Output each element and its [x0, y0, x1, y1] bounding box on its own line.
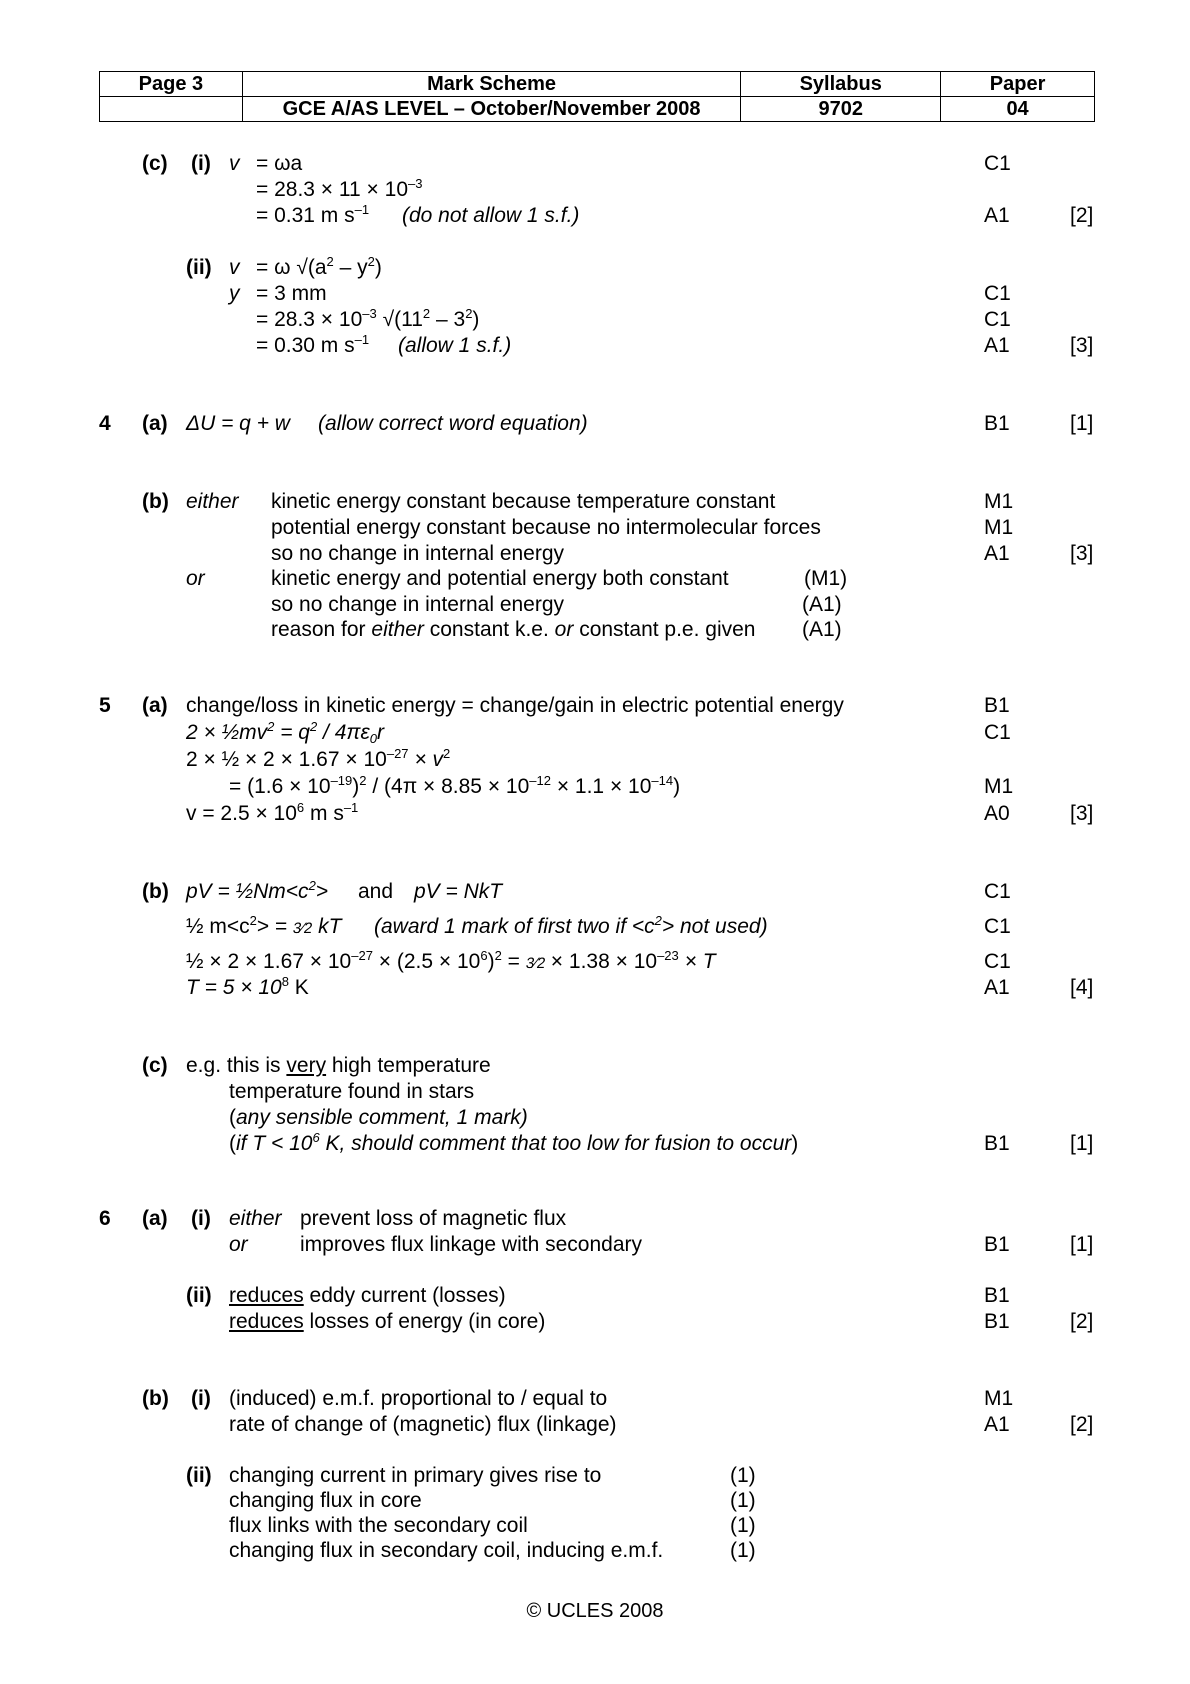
subpart-label: (i) [191, 1207, 211, 1230]
connector: and [358, 880, 394, 903]
equation-line: $T = 5 \times 10^8$ K [186, 974, 309, 999]
subpart-label: (i) [191, 152, 211, 175]
total-mark: [2] [1070, 1413, 1094, 1436]
symbol: y [229, 282, 240, 305]
mark: A1 [984, 334, 1010, 357]
symbol: v [229, 152, 240, 175]
header-page: Page 3 [100, 72, 243, 97]
mark: B1 [984, 412, 1010, 435]
header-paper: 04 [941, 97, 1095, 122]
equation-line: pV = $\frac{1}{2}Nm<c^2>$ [186, 878, 329, 903]
note: (award 1 mark of first two if $<c^2>$ not used) [374, 913, 768, 938]
total-mark: [3] [1070, 542, 1094, 565]
note: (any sensible comment, 1 mark) [229, 1106, 528, 1129]
note: (if $T < 10^6$ K, should comment that too low for fusion to occur) [229, 1130, 799, 1155]
mark: A1 [984, 542, 1010, 565]
mark: B1 [984, 1132, 1010, 1155]
part-label: (c) [142, 152, 168, 175]
header-blank [100, 97, 243, 122]
answer-line: changing flux in core [229, 1489, 422, 1512]
total-mark: [2] [1070, 204, 1094, 227]
total-mark: [2] [1070, 1310, 1094, 1333]
alt-mark: (1) [730, 1464, 756, 1487]
part-label: (c) [142, 1054, 168, 1077]
question-number: 5 [99, 694, 111, 717]
equation-line: = 0.30 m $s^{-1}$ [256, 332, 370, 357]
question-number: 4 [99, 412, 111, 435]
subpart-label: (ii) [186, 1464, 212, 1487]
answer-line: e.g. this is very high temperature [186, 1054, 491, 1077]
mark: B1 [984, 1233, 1010, 1256]
question-number: 6 [99, 1207, 111, 1230]
answer-line: rate of change of (magnetic) flux (linkage) [229, 1413, 617, 1436]
total-mark: [3] [1070, 334, 1094, 357]
equation-line: ½ × $2 \times 1.67 \times 10^{-27} \times (2.5 \times 10^6)^2$ = 3⁄2 × $1.38 \times 10^{-23} \times T$ [186, 948, 716, 973]
equation-line: 2 × ½ × $2 \times 1.67 \times 10^{-27} \times v^2$ [186, 746, 451, 771]
header-syllabus: 9702 [741, 97, 941, 122]
equation-line: $2 \times \frac{1}{2}mv^2 = q^2 / 4\pi\varepsilon_0r$ [186, 719, 384, 746]
mark: A1 [984, 976, 1010, 999]
header-exam: GCE A/AS LEVEL – October/November 2008 [242, 97, 740, 122]
equation-line: = ω $√(a^2 - y^2)$ [256, 254, 382, 279]
mark: B1 [984, 694, 1010, 717]
alt-mark: (1) [730, 1514, 756, 1537]
part-label: (b) [142, 880, 169, 903]
mark: C1 [984, 721, 1011, 744]
mark: A0 [984, 802, 1010, 825]
equation-line: = 0.31 m $s^{-1}$ [256, 202, 370, 227]
note: (do not allow 1 s.f.) [402, 204, 580, 227]
answer-line: so no change in internal energy [271, 593, 565, 616]
answer-line: (induced) e.m.f. proportional to / equal to [229, 1387, 608, 1410]
answer-line: reason for either constant k.e. or constant p.e. given [271, 618, 756, 641]
part-label: (b) [142, 1387, 169, 1410]
answer-line: change/loss in kinetic energy = change/gain in electric potential energy [186, 694, 844, 717]
mark: C1 [984, 152, 1011, 175]
mark: C1 [984, 308, 1011, 331]
or-label: or [229, 1233, 248, 1256]
mark: M1 [984, 1387, 1014, 1410]
or-label: or [186, 567, 205, 590]
alt-mark: (1) [730, 1539, 756, 1562]
alt-mark: (1) [730, 1489, 756, 1512]
equation-line: pV = NkT [414, 880, 503, 903]
total-mark: [3] [1070, 802, 1094, 825]
note: (allow 1 s.f.) [398, 334, 512, 357]
equation-line: ½ $m<c^2>$ = 3⁄2 kT [186, 913, 342, 938]
footer-copyright: © UCLES 2008 [526, 1600, 664, 1622]
header-scheme: Mark Scheme [242, 72, 740, 97]
equation-line: = 3 mm [256, 282, 327, 305]
alt-mark: (M1) [804, 567, 848, 590]
mark: B1 [984, 1284, 1010, 1307]
answer-line: kinetic energy and potential energy both constant [271, 567, 729, 590]
subpart-label: (i) [191, 1387, 211, 1410]
equation-line: $v = 2.5 \times 10^6$ m $s^{-1}$ [186, 800, 359, 825]
answer-line: prevent loss of magnetic flux [300, 1207, 567, 1230]
subpart-label: (ii) [186, 1284, 212, 1307]
alt-mark: (A1) [802, 593, 842, 616]
answer-line: so no change in internal energy [271, 542, 565, 565]
mark: M1 [984, 490, 1014, 513]
mark: A1 [984, 204, 1010, 227]
answer-line: changing current in primary gives rise to [229, 1464, 602, 1487]
header-table [99, 71, 1095, 122]
answer-line: flux links with the secondary coil [229, 1514, 528, 1537]
either-label: either [186, 490, 239, 513]
answer-line: reduces eddy current (losses) [229, 1284, 506, 1307]
answer-line: reduces losses of energy (in core) [229, 1310, 546, 1333]
mark: C1 [984, 950, 1011, 973]
mark: C1 [984, 915, 1011, 938]
equation-line: = $28.3 \times 11 \times 10^{-3}$ [256, 176, 423, 201]
part-label: (a) [142, 412, 168, 435]
answer-line: temperature found in stars [229, 1080, 475, 1103]
total-mark: [4] [1070, 976, 1094, 999]
mark: C1 [984, 282, 1011, 305]
equation-line: = $28.3 \times 10^{-3}$ $√(11^2 - 3^2)$ [256, 306, 480, 331]
mark: M1 [984, 775, 1014, 798]
total-mark: [1] [1070, 412, 1094, 435]
equation-line: = ωa [256, 152, 303, 175]
equation-line: ΔU = q + w [186, 412, 290, 435]
answer-line: changing flux in secondary coil, inducing e.m.f. [229, 1539, 664, 1562]
answer-line: kinetic energy constant because temperature constant [271, 490, 776, 513]
subpart-label: (ii) [186, 256, 212, 279]
mark: C1 [984, 880, 1011, 903]
equation-line: = $(1.6 \times 10^{-19})^2 / (4\pi \times 8.85 \times 10^{-12} \times 1.1 \times 10^{-14})$ [229, 773, 681, 798]
answer-line: potential energy constant because no intermolecular forces [271, 516, 821, 539]
symbol: v [229, 256, 240, 279]
header-syllabus-label: Syllabus [741, 72, 941, 97]
note: (allow correct word equation) [318, 412, 588, 435]
part-label: (a) [142, 1207, 168, 1230]
total-mark: [1] [1070, 1233, 1094, 1256]
part-label: (b) [142, 490, 169, 513]
total-mark: [1] [1070, 1132, 1094, 1155]
mark: A1 [984, 1413, 1010, 1436]
header-paper-label: Paper [941, 72, 1095, 97]
either-label: either [229, 1207, 282, 1230]
mark: B1 [984, 1310, 1010, 1333]
mark: M1 [984, 516, 1014, 539]
answer-line: improves flux linkage with secondary [300, 1233, 642, 1256]
alt-mark: (A1) [802, 618, 842, 641]
part-label: (a) [142, 694, 168, 717]
